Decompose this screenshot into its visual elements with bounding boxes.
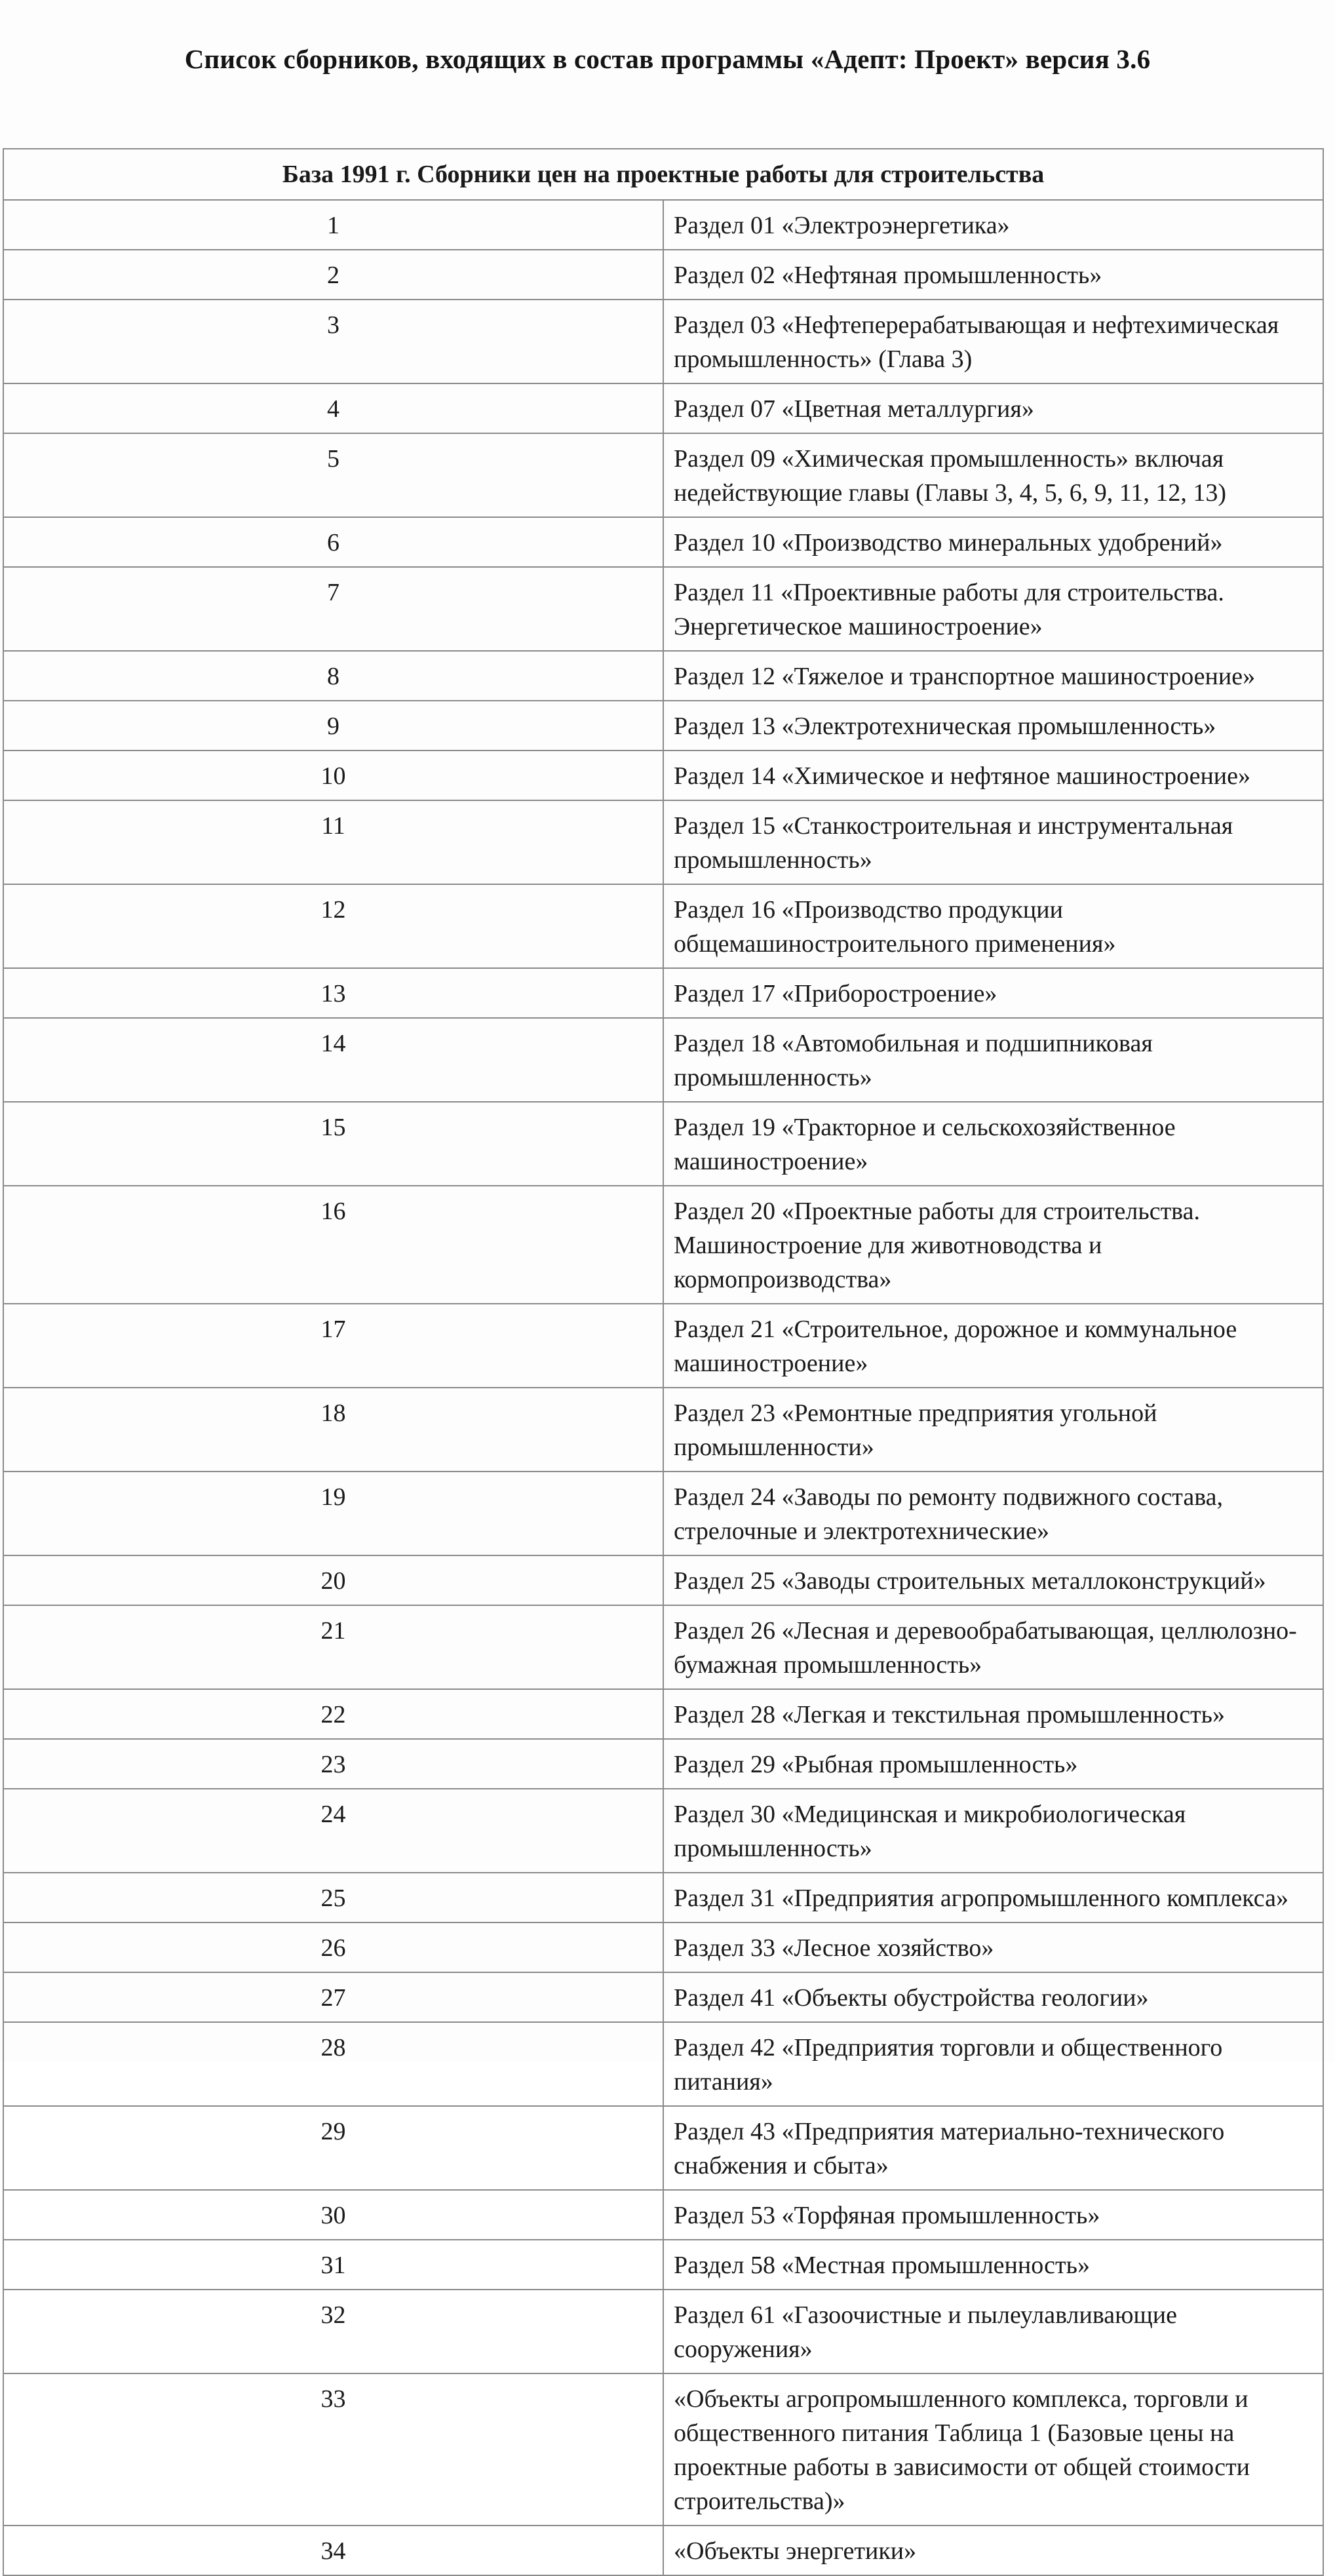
table-row [3,1739,1323,1789]
row-number: 23 [3,1739,663,1789]
row-number: 10 [3,751,663,800]
row-description: Раздел 61 «Газоочистные и пылеулавливающие сооружения» [663,2290,1323,2373]
table-row [3,884,1323,968]
table-row [3,433,1323,517]
row-number: 26 [3,1922,663,1972]
row-number: 8 [3,651,663,701]
row-description: Раздел 07 «Цветная металлургия» [663,383,1323,433]
row-number: 9 [3,701,663,751]
row-description: Раздел 19 «Тракторное и сельскохозяйственное машиностроение» [663,1102,1323,1186]
table-row [3,1689,1323,1739]
row-number: 28 [3,2022,663,2106]
section-header: База 1991 г. Сборники цен на проектные работы для строительства [3,149,1323,200]
table-row [3,651,1323,701]
row-number: 34 [3,2526,663,2575]
row-description: Раздел 33 «Лесное хозяйство» [663,1922,1323,1972]
row-description: Раздел 09 «Химическая промышленность» включая недействующие главы (Главы 3, 4, 5, 6, 9, 11, 12, 13) [663,433,1323,517]
row-number: 2 [3,250,663,300]
row-description: «Объекты энергетики» [663,2526,1323,2575]
row-number: 25 [3,1873,663,1922]
table-row [3,2290,1323,2373]
table-row [3,567,1323,651]
row-number: 5 [3,433,663,517]
row-number: 12 [3,884,663,968]
row-number: 6 [3,517,663,567]
table-row [3,1605,1323,1689]
table-row [3,1472,1323,1555]
row-number: 17 [3,1304,663,1388]
row-number: 7 [3,567,663,651]
table-row [3,2022,1323,2106]
row-description: Раздел 17 «Приборостроение» [663,968,1323,1018]
row-description: Раздел 31 «Предприятия агропромышленного комплекса» [663,1873,1323,1922]
table-row [3,2106,1323,2190]
table-row [3,2240,1323,2290]
collections-table [3,148,1324,2576]
row-number: 30 [3,2190,663,2240]
document-title: Список сборников, входящих в состав программы «Адепт: Проект» версия 3.6 [184,44,1151,74]
table-row [3,1555,1323,1605]
row-number: 14 [3,1018,663,1102]
row-number: 16 [3,1186,663,1304]
table-row [3,300,1323,383]
row-description: Раздел 29 «Рыбная промышленность» [663,1739,1323,1789]
row-description: Раздел 16 «Производство продукции общемашиностроительного применения» [663,884,1323,968]
row-description: Раздел 41 «Объекты обустройства геологии» [663,1972,1323,2022]
row-description: Раздел 10 «Производство минеральных удобрений» [663,517,1323,567]
row-description: Раздел 18 «Автомобильная и подшипниковая промышленность» [663,1018,1323,1102]
row-description: Раздел 42 «Предприятия торговли и общественного питания» [663,2022,1323,2106]
row-description: Раздел 58 «Местная промышленность» [663,2240,1323,2290]
row-number: 22 [3,1689,663,1739]
row-description: Раздел 24 «Заводы по ремонту подвижного состава, стрелочные и электротехнические» [663,1472,1323,1555]
table-row [3,1972,1323,2022]
row-number: 24 [3,1789,663,1873]
table-row [3,1304,1323,1388]
row-number: 19 [3,1472,663,1555]
row-description: Раздел 13 «Электротехническая промышленность» [663,701,1323,751]
row-description: Раздел 15 «Станкостроительная и инструментальная промышленность» [663,800,1323,884]
table-row [3,800,1323,884]
table-row [3,1388,1323,1472]
table-row [3,968,1323,1018]
row-number: 31 [3,2240,663,2290]
row-description: Раздел 14 «Химическое и нефтяное машиностроение» [663,751,1323,800]
row-number: 18 [3,1388,663,1472]
table-row [3,200,1323,250]
row-description: Раздел 01 «Электроэнергетика» [663,200,1323,250]
table-row [3,1922,1323,1972]
table-row [3,2526,1323,2575]
table-row [3,2190,1323,2240]
row-description: Раздел 11 «Проективные работы для строительства. Энергетическое машиностроение» [663,567,1323,651]
table-row [3,751,1323,800]
row-number: 29 [3,2106,663,2190]
row-number: 32 [3,2290,663,2373]
row-number: 21 [3,1605,663,1689]
table-row [3,517,1323,567]
row-number: 15 [3,1102,663,1186]
row-number: 33 [3,2373,663,2526]
row-description: «Объекты агропромышленного комплекса, торговли и общественного питания Таблица 1 (Базовые цены на проектные работы в зависимости от общей стоимости строительства)» [663,2373,1323,2526]
table-row [3,1789,1323,1873]
row-description: Раздел 21 «Строительное, дорожное и коммунальное машиностроение» [663,1304,1323,1388]
row-description: Раздел 20 «Проектные работы для строительства. Машиностроение для животноводства и кормопроизводства» [663,1186,1323,1304]
row-description: Раздел 23 «Ремонтные предприятия угольной промышленности» [663,1388,1323,1472]
row-description: Раздел 53 «Торфяная промышленность» [663,2190,1323,2240]
section-header-row [3,149,1323,200]
table-row [3,1102,1323,1186]
row-number: 27 [3,1972,663,2022]
row-number: 4 [3,383,663,433]
table-row [3,701,1323,751]
row-number: 3 [3,300,663,383]
table-row [3,250,1323,300]
table-row [3,1186,1323,1304]
table-row [3,383,1323,433]
row-number: 13 [3,968,663,1018]
row-number: 1 [3,200,663,250]
row-description: Раздел 02 «Нефтяная промышленность» [663,250,1323,300]
row-description: Раздел 03 «Нефтеперерабатывающая и нефтехимическая промышленность» (Глава 3) [663,300,1323,383]
row-description: Раздел 26 «Лесная и деревообрабатывающая, целлюлозно-бумажная промышленность» [663,1605,1323,1689]
row-description: Раздел 28 «Легкая и текстильная промышленность» [663,1689,1323,1739]
row-description: Раздел 12 «Тяжелое и транспортное машиностроение» [663,651,1323,701]
row-number: 20 [3,1555,663,1605]
table-row [3,1018,1323,1102]
table-row [3,1873,1323,1922]
table-row [3,2373,1323,2526]
row-number: 11 [3,800,663,884]
row-description: Раздел 43 «Предприятия материально-технического снабжения и сбыта» [663,2106,1323,2190]
row-description: Раздел 25 «Заводы строительных металлоконструкций» [663,1555,1323,1605]
row-description: Раздел 30 «Медицинская и микробиологическая промышленность» [663,1789,1323,1873]
